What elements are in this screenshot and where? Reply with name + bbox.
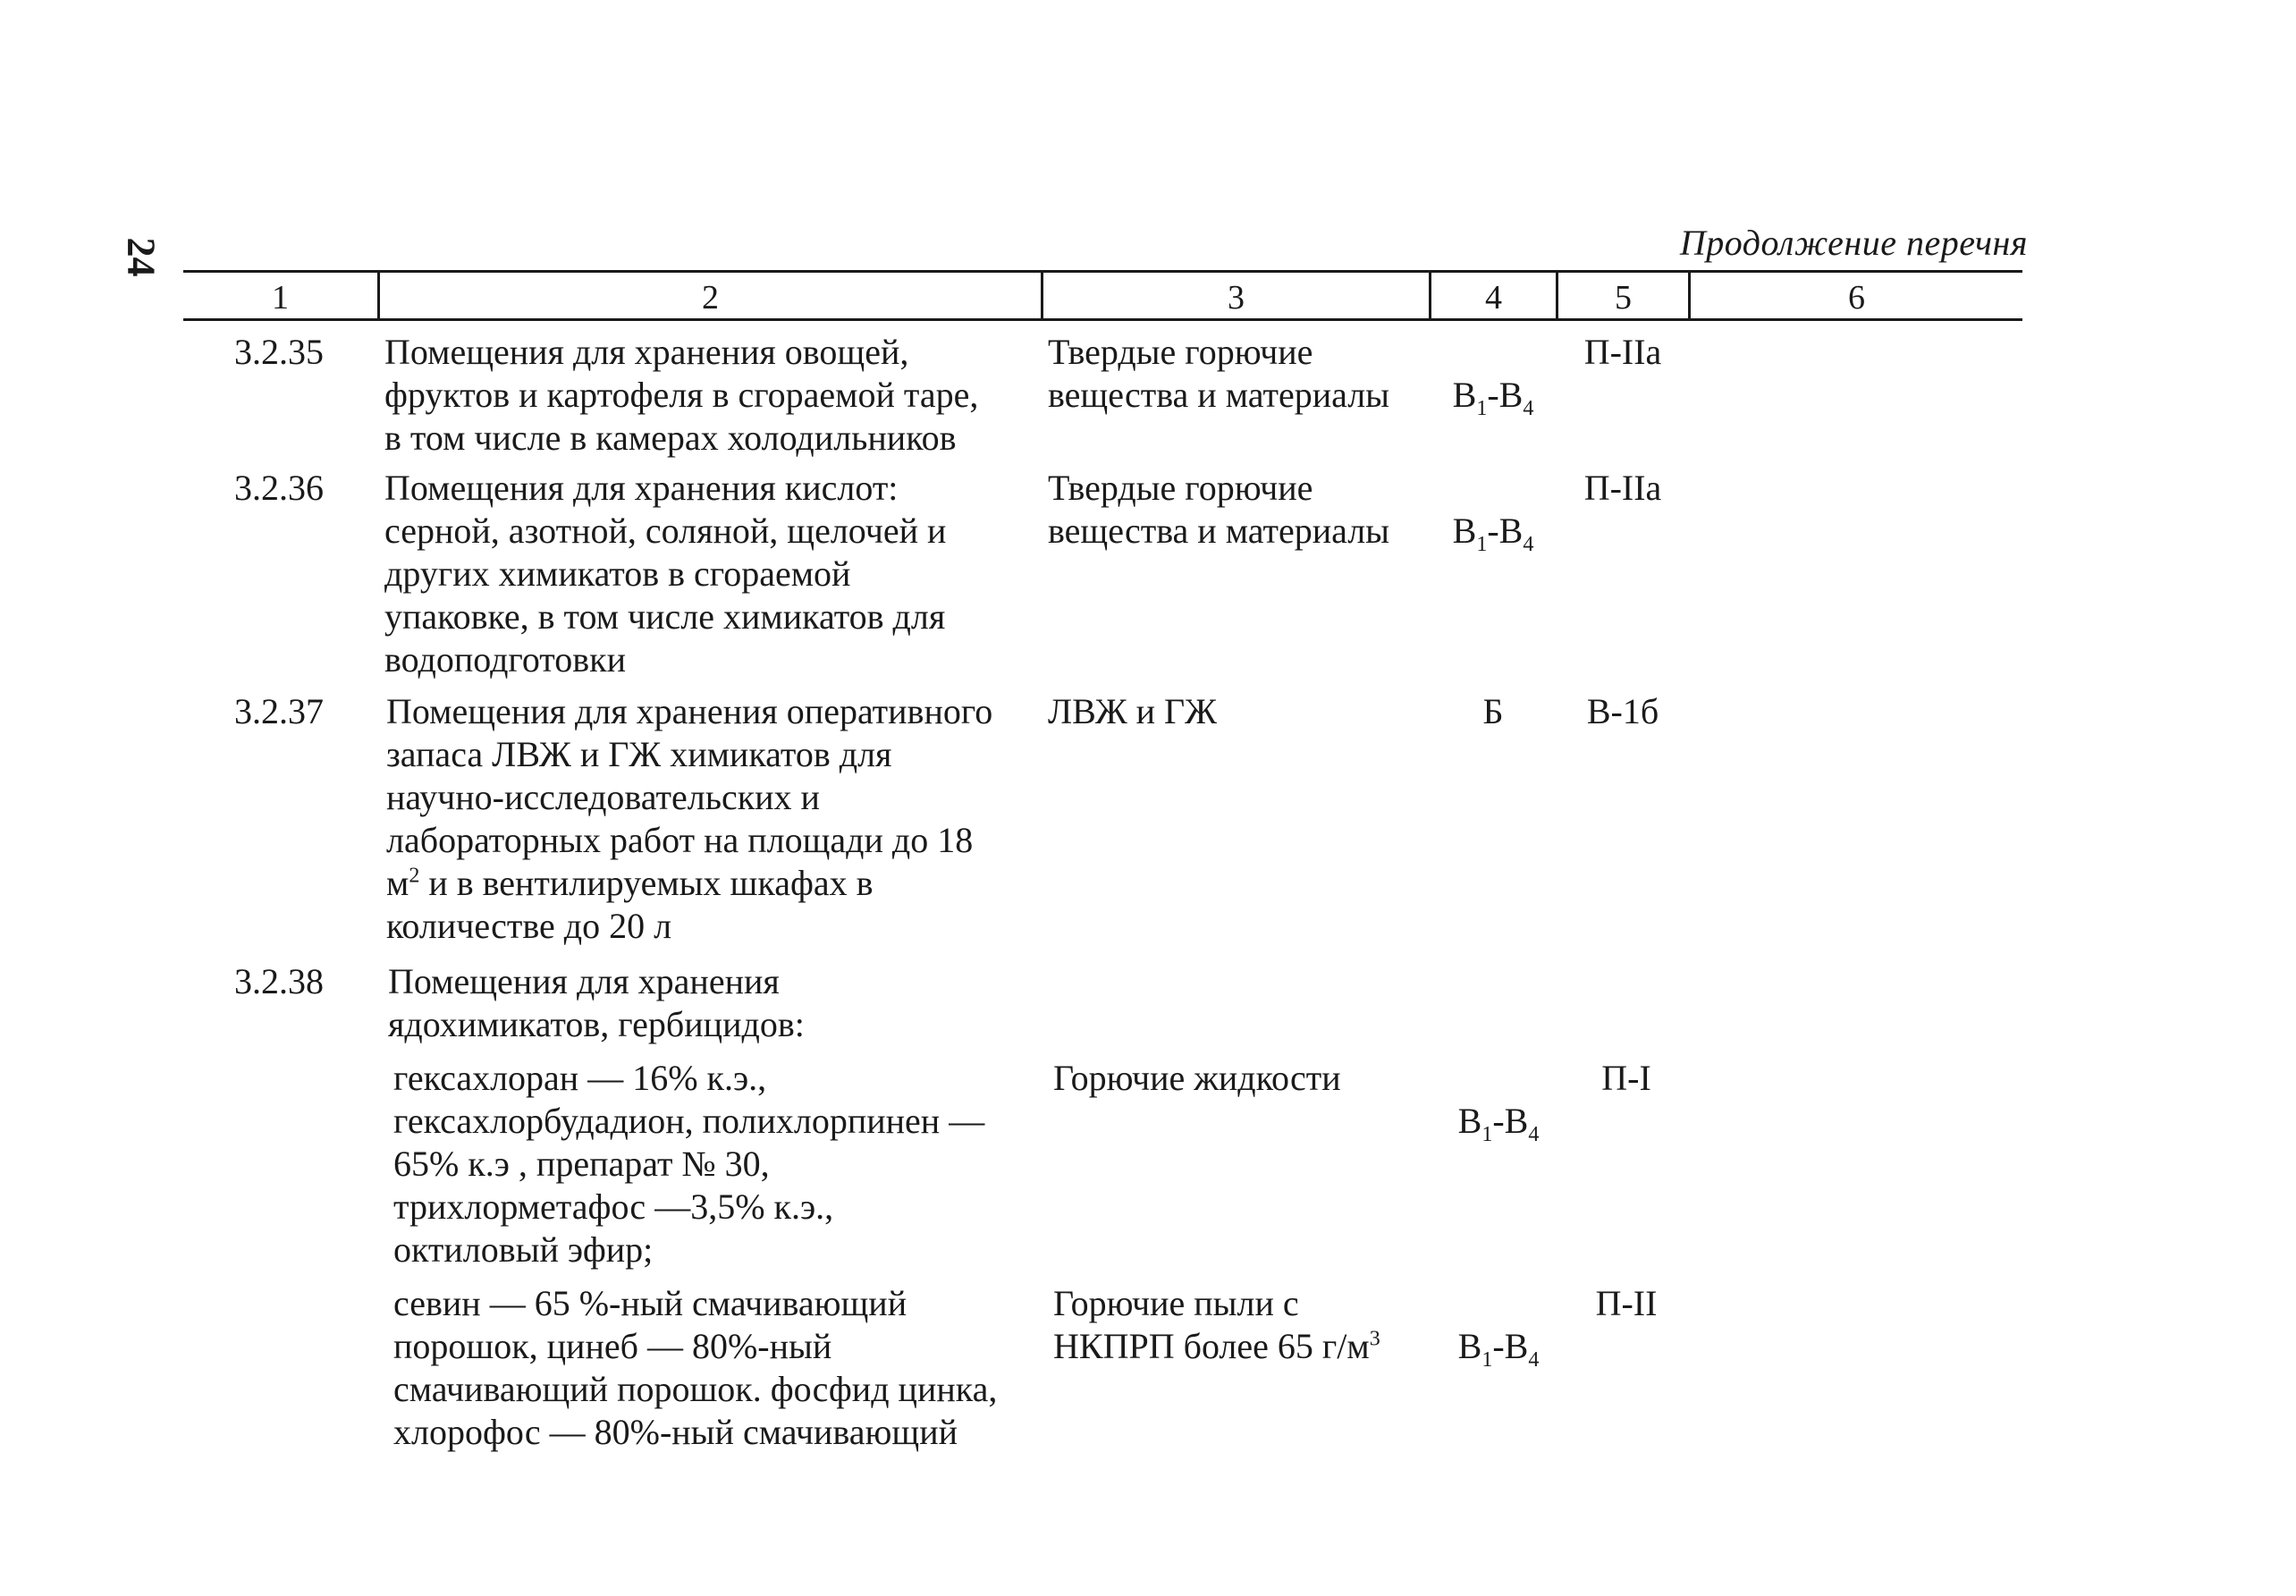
row-substance-text: Горючие пыли с НКПРП более 65 г/м <box>1053 1283 1370 1366</box>
superscript-2: 2 <box>409 864 420 888</box>
row-zone: П-IIа <box>1583 468 1662 508</box>
row-substance: Твердые горючие вещества и материалы <box>1048 332 1390 415</box>
category-sub-2: 4 <box>1523 533 1534 556</box>
page-number: 24 <box>119 237 164 277</box>
row-description: Помещения для хранения ядохимикатов, гербицидов: <box>388 961 805 1044</box>
header-cell-1: 1 <box>272 279 289 317</box>
category-sub-1: 1 <box>1481 1348 1493 1372</box>
row-category <box>1436 1282 1561 1372</box>
category-sep: -В <box>1492 1101 1529 1141</box>
row-zone: В-1б <box>1586 691 1659 731</box>
row-zone: П-IIа <box>1583 332 1662 372</box>
table-header-rule <box>183 318 2022 321</box>
category-sub-2: 4 <box>1523 397 1534 420</box>
category-sep: -В <box>1487 511 1524 551</box>
continuation-label: Продолжение перечня <box>1679 223 2028 263</box>
row-substance: ЛВЖ и ГЖ <box>1048 691 1218 731</box>
row-category <box>1431 331 1556 420</box>
table-top-rule <box>183 270 2022 273</box>
category-sep: -В <box>1492 1326 1529 1366</box>
category-sep: -В <box>1487 375 1524 415</box>
row-category <box>1436 1057 1561 1146</box>
row-description: Помещения для хранения овощей, фруктов и картофеля в сгораемой таре, в том числе в камерах холодильников <box>384 332 979 458</box>
category-sub-1: 1 <box>1481 1123 1493 1146</box>
row-zone: П-I <box>1601 1058 1651 1098</box>
row-description-part-a: Помещения для хранения оперативного запаса ЛВЖ и ГЖ химикатов для научно-исследовательских и лабораторных работ на площади до 18 м <box>386 691 993 903</box>
header-cell-3: 3 <box>1228 279 1245 317</box>
category-letter: В <box>1457 1326 1482 1366</box>
row-description: севин — 65 %-ный смачивающий порошок, цинеб — 80%-ный смачивающий порошок. фосфид цинка, хлорофос — 80%-ный смачивающий <box>393 1283 998 1452</box>
category-letter: В <box>1457 1101 1482 1141</box>
row-category: Б <box>1482 691 1504 731</box>
superscript-3: 3 <box>1369 1327 1380 1351</box>
header-cell-6: 6 <box>1848 279 1865 317</box>
category-sub-1: 1 <box>1476 397 1488 420</box>
header-cell-5: 5 <box>1615 279 1632 317</box>
row-number: 3.2.37 <box>234 691 324 731</box>
category-letter: В <box>1452 375 1477 415</box>
row-description <box>386 690 1048 948</box>
row-description: Помещения для хранения кислот: серной, азотной, соляной, щелочей и других химикатов в сгораемой упаковке, в том числе химикатов для водоподготовки <box>384 468 947 680</box>
row-description-part-b: и в вентилируемых шкафах в количестве до 20 л <box>386 863 874 946</box>
row-number: 3.2.36 <box>234 468 324 508</box>
category-sub-2: 4 <box>1528 1348 1540 1372</box>
header-cell-4: 4 <box>1485 279 1502 317</box>
row-category <box>1431 467 1556 556</box>
row-description: гексахлоран — 16% к.э., гексахлорбудадион, полихлорпинен — 65% к.э , препарат № 30, трихлорметафос —3,5% к.э., oктиловый эфир; <box>393 1058 985 1270</box>
header-cell-2: 2 <box>702 279 719 317</box>
category-sub-2: 4 <box>1528 1123 1540 1146</box>
row-substance: Твердые горючие вещества и материалы <box>1048 468 1390 551</box>
row-number: 3.2.35 <box>234 332 324 372</box>
category-sub-1: 1 <box>1476 533 1488 556</box>
row-substance <box>1053 1282 1438 1368</box>
category-letter: В <box>1452 511 1477 551</box>
row-substance: Горючие жидкости <box>1053 1058 1341 1098</box>
row-number: 3.2.38 <box>234 961 324 1001</box>
row-zone: П-II <box>1595 1283 1658 1323</box>
